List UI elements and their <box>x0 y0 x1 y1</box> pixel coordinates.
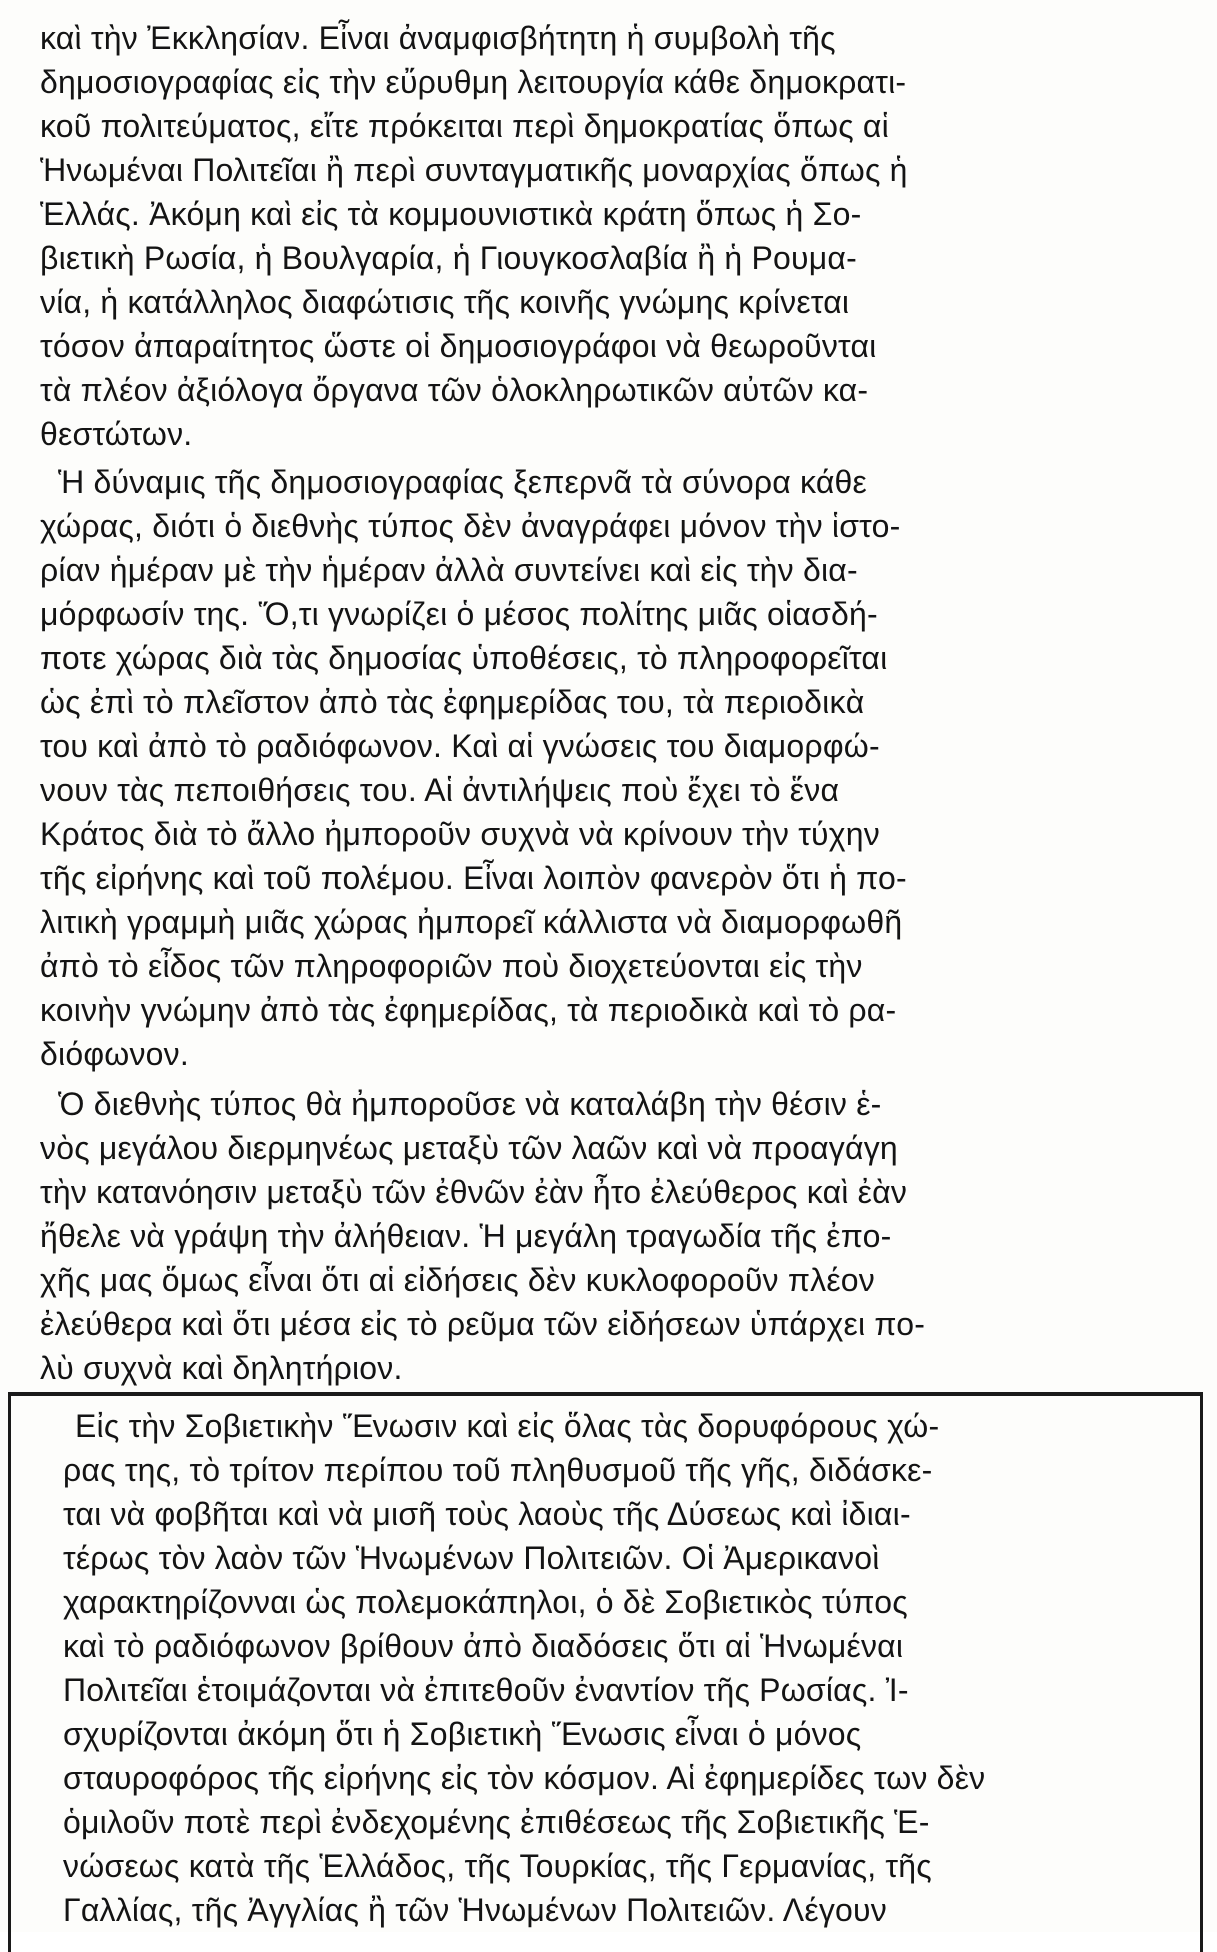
text-line: χῆς μας ὅμως εἶναι ὅτι αἱ εἰδήσεις δὲν κυκλοφοροῦν πλέον <box>40 1262 875 1298</box>
text-line: τὰ πλέον ἀξιόλογα ὄργανα τῶν ὁλοκληρωτικῶν αὐτῶν κα- <box>40 372 869 408</box>
text-line: λιτικὴ γραμμὴ μιᾶς χώρας ἠμπορεῖ κάλλιστα νὰ διαμορφωθῆ <box>40 904 903 940</box>
text-line: νὸς μεγάλου διερμηνέως μεταξὺ τῶν λαῶν καὶ νὰ προαγάγη <box>40 1130 898 1166</box>
text-line: Ἑλλάς. Ἀκόμη καὶ εἰς τὰ κομμουνιστικὰ κράτη ὅπως ἡ Σο- <box>40 196 862 232</box>
text-line: ὡς ἐπὶ τὸ πλεῖστον ἀπὸ τὰς ἐφημερίδας του, τὰ περιοδικὰ <box>40 684 865 720</box>
text-line: κοῦ πολιτεύματος, εἴτε πρόκειται περὶ δημοκρατίας ὅπως αἱ <box>40 108 889 144</box>
text-line: σχυρίζονται ἀκόμη ὅτι ἡ Σοβιετικὴ Ἕνωσις εἶναι ὁ μόνος <box>63 1716 862 1752</box>
text-line: διόφωνον. <box>40 1036 189 1072</box>
text-line: τῆς εἰρήνης καὶ τοῦ πολέμου. Εἶναι λοιπὸν φανερὸν ὅτι ἡ πο- <box>40 860 907 896</box>
text-line: ρας της, τὸ τρίτον περίπου τοῦ πληθυσμοῦ τῆς γῆς, διδάσκε- <box>63 1452 933 1488</box>
text-line: τόσον ἀπαραίτητος ὥστε οἱ δημοσιογράφοι νὰ θεωροῦνται <box>40 328 877 364</box>
text-line: καὶ τὴν Ἐκκλησίαν. Εἶναι ἀναμφισβήτητη ἡ συμβολὴ τῆς <box>40 20 836 56</box>
text-line: Ὁ διεθνὴς τύπος θὰ ἠμποροῦσε νὰ καταλάβη τὴν θέσιν ἑ- <box>58 1086 882 1122</box>
text-line: θεστώτων. <box>40 416 193 452</box>
text-line: νώσεως κατὰ τῆς Ἑλλάδος, τῆς Τουρκίας, τῆς Γερμανίας, τῆς <box>63 1848 932 1884</box>
text-line: Πολιτεῖαι ἑτοιμάζονται νὰ ἐπιτεθοῦν ἐναντίον τῆς Ρωσίας. Ἰ- <box>63 1672 909 1708</box>
text-line: Γαλλίας, τῆς Ἀγγλίας ἢ τῶν Ἡνωμένων Πολιτειῶν. Λέγουν <box>63 1892 887 1928</box>
text-line: του καὶ ἀπὸ τὸ ραδιόφωνον. Καὶ αἱ γνώσεις του διαμορφώ- <box>40 728 880 764</box>
text-line: λὺ συχνὰ καὶ δηλητήριον. <box>40 1350 403 1386</box>
text-line: χαρακτηρίζονναι ὡς πολεμοκάπηλοι, ὁ δὲ Σοβιετικὸς τύπος <box>63 1584 908 1620</box>
text-line: τέρως τὸν λαὸν τῶν Ἡνωμένων Πολιτειῶν. Οἱ Ἀμερικανοὶ <box>63 1540 880 1576</box>
text-line: μόρφωσίν της. Ὅ,τι γνωρίζει ὁ μέσος πολίτης μιᾶς οἱασδή- <box>40 596 878 632</box>
text-line: νία, ἡ κατάλληλος διαφώτισις τῆς κοινῆς γνώμης κρίνεται <box>40 284 850 320</box>
text-line: ἀπὸ τὸ εἶδος τῶν πληροφοριῶν ποὺ διοχετεύονται εἰς τὴν <box>40 948 863 984</box>
text-line: Ἡνωμέναι Πολιτεῖαι ἢ περὶ συνταγματικῆς μοναρχίας ὅπως ἡ <box>40 152 908 188</box>
text-line: Κράτος διὰ τὸ ἄλλο ἠμποροῦν συχνὰ νὰ κρίνουν τὴν τύχην <box>40 816 880 852</box>
text-line: βιετικὴ Ρωσία, ἡ Βουλγαρία, ἡ Γιουγκοσλαβία ἢ ἡ Ρουμα- <box>40 240 857 276</box>
text-line: δημοσιογραφίας εἰς τὴν εὔρυθμη λειτουργία κάθε δημοκρατι- <box>40 64 907 100</box>
text-line: Εἰς τὴν Σοβιετικὴν Ἕνωσιν καὶ εἰς ὅλας τὰς δορυφόρους χώ- <box>75 1408 940 1444</box>
text-line: ρίαν ἡμέραν μὲ τὴν ἡμέραν ἀλλὰ συντείνει καὶ εἰς τὴν δια- <box>40 552 858 588</box>
text-line: καὶ τὸ ραδιόφωνον βρίθουν ἀπὸ διαδόσεις ὅτι αἱ Ἡνωμέναι <box>63 1628 904 1664</box>
text-line: ἤθελε νὰ γράψη τὴν ἀλήθειαν. Ἡ μεγάλη τραγωδία τῆς ἐπο- <box>40 1218 892 1254</box>
text-line: χώρας, διότι ὁ διεθνὴς τύπος δὲν ἀναγράφει μόνον τὴν ἱστο- <box>40 508 901 544</box>
text-line: ὁμιλοῦν ποτὲ περὶ ἐνδεχομένης ἐπιθέσεως τῆς Σοβιετικῆς Ἑ- <box>63 1804 930 1840</box>
boxed-paragraph <box>8 1392 1203 1952</box>
text-line: ται νὰ φοβῆται καὶ νὰ μισῆ τοὺς λαοὺς τῆς Δύσεως καὶ ἰδιαι- <box>63 1496 911 1532</box>
text-line: ἐλεύθερα καὶ ὅτι μέσα εἰς τὸ ρεῦμα τῶν εἰδήσεων ὑπάρχει πο- <box>40 1306 926 1342</box>
text-line: Ἡ δύναμις τῆς δημοσιογραφίας ξεπερνᾶ τὰ σύνορα κάθε <box>58 464 867 500</box>
text-line: νουν τὰς πεποιθήσεις του. Αἱ ἀντιλήψεις ποὺ ἔχει τὸ ἕνα <box>40 772 840 808</box>
text-line: κοινὴν γνώμην ἀπὸ τὰς ἐφημερίδας, τὰ περιοδικὰ καὶ τὸ ρα- <box>40 992 897 1028</box>
text-line: ποτε χώρας διὰ τὰς δημοσίας ὑποθέσεις, τὸ πληροφορεῖται <box>40 640 888 676</box>
text-line: τὴν κατανόησιν μεταξὺ τῶν ἐθνῶν ἐὰν ἦτο ἐλεύθερος καὶ ἐὰν <box>40 1174 908 1210</box>
text-line: σταυροφόρος τῆς εἰρήνης εἰς τὸν κόσμον. Αἱ ἐφημερίδες των δὲν <box>63 1760 986 1796</box>
